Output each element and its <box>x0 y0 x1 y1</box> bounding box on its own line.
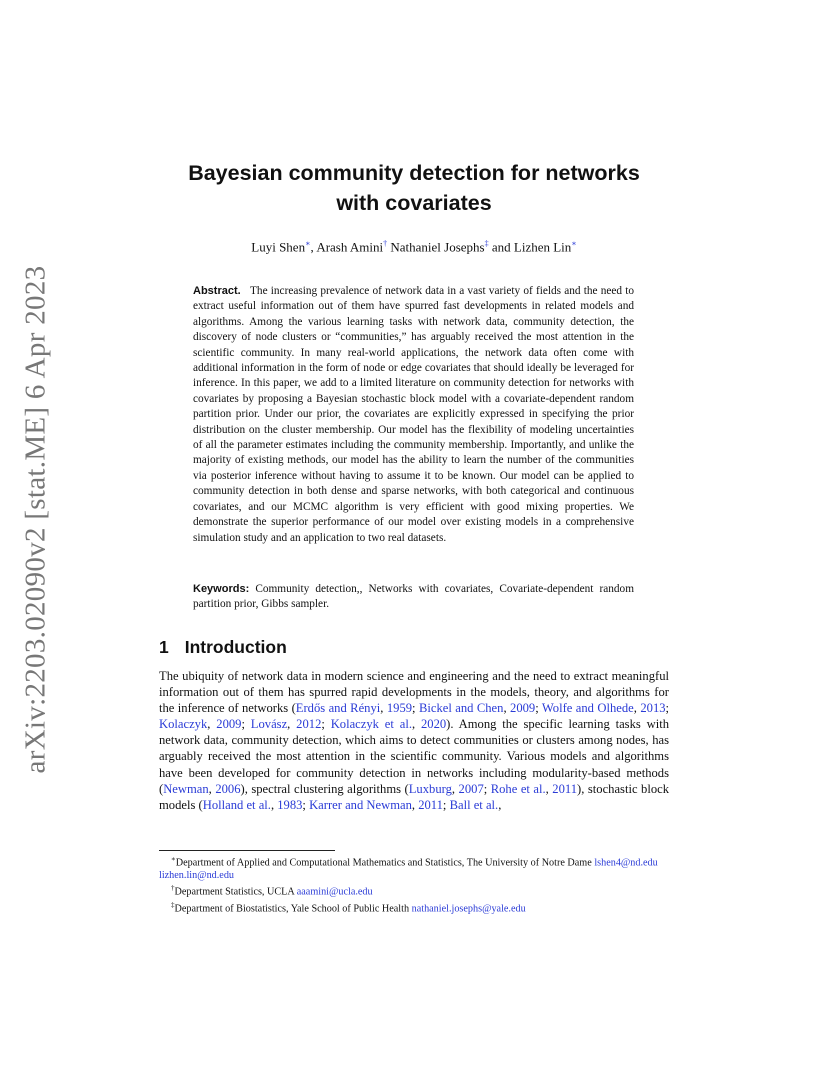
section-number: 1 <box>159 637 169 657</box>
citation-link[interactable]: 1959 <box>386 701 413 716</box>
footnote <box>159 899 669 915</box>
intro-text: ; <box>535 701 542 716</box>
citation-link[interactable]: Lovász <box>250 717 288 732</box>
intro-text: ). Among the specific learning tasks with network data, community detection, which aims to detect communities or clusters among nodes, has arguably received the most attention in the scientific community. Various models and algorithms have been developed for community detection in networks including modularity-based methods ( <box>159 717 670 796</box>
intro-text: , <box>270 797 278 812</box>
intro-text: ), spectral clustering algorithms ( <box>240 781 409 796</box>
author-affiliation-mark: ∗ <box>305 239 311 248</box>
footnotes <box>159 853 669 915</box>
citation-link[interactable]: 2007 <box>458 781 484 796</box>
arxiv-watermark <box>16 265 56 773</box>
intro-paragraph <box>159 668 669 813</box>
author-affiliation-mark: † <box>383 239 388 248</box>
abstract-label: Abstract. <box>193 285 241 297</box>
citation-link[interactable]: 2011 <box>552 781 578 796</box>
intro-text: ; <box>321 717 331 732</box>
author-name: Luyi Shen <box>251 239 306 255</box>
intro-text: ; <box>483 781 491 796</box>
intro-text: , <box>287 717 297 732</box>
citation-link[interactable]: Bickel and Chen <box>418 701 504 716</box>
footnote <box>159 882 669 898</box>
section-title: Introduction <box>184 637 287 657</box>
citation-link[interactable]: 2013 <box>640 701 666 716</box>
citation-link[interactable]: 1983 <box>277 797 303 812</box>
intro-text: ; <box>302 797 310 812</box>
title-line-1: Bayesian community detection for networks <box>188 161 640 185</box>
abstract <box>193 284 634 546</box>
footnote-rule <box>159 850 335 851</box>
citation-link[interactable]: Rohe et al. <box>490 781 546 796</box>
footnote-mark: ∗ <box>171 855 176 863</box>
footnote-text: Department of Biostatistics, Yale School of Public Health <box>174 903 410 915</box>
citation-link[interactable]: 2012 <box>296 717 322 732</box>
intro-text: , <box>545 781 553 796</box>
intro-text: , <box>633 701 641 716</box>
citation-link[interactable]: Karrer and Newman <box>309 797 412 812</box>
citation-link[interactable]: Luxburg <box>408 781 452 796</box>
footnote-mark: † <box>171 884 175 893</box>
paper-title <box>140 158 688 218</box>
citation-link[interactable]: Erdős and Rényi <box>295 701 381 716</box>
author-name: Lizhen Lin <box>513 239 572 255</box>
intro-text: ; <box>442 797 450 812</box>
citation-link[interactable]: 2020 <box>420 717 447 732</box>
keywords-label: Keywords: <box>193 583 250 595</box>
citation-link[interactable]: Wolfe and Olhede <box>541 701 634 716</box>
author-name: Nathaniel Josephs <box>390 239 485 255</box>
intro-text: , <box>411 717 421 732</box>
citation-link[interactable]: 2011 <box>418 797 443 812</box>
section-heading <box>159 637 287 658</box>
intro-text: , <box>498 797 502 812</box>
keywords <box>193 582 634 613</box>
footnote-email-link[interactable]: lizhen.lin@nd.edu <box>159 870 235 882</box>
author-affiliation-mark: ∗ <box>571 239 577 248</box>
citation-link[interactable]: 2006 <box>215 781 241 796</box>
intro-text: ; <box>241 717 251 732</box>
author-separator: , <box>310 239 317 255</box>
intro-text: , <box>411 797 419 812</box>
footnote-mark: ‡ <box>171 900 175 909</box>
intro-text: , <box>208 781 216 796</box>
intro-text: , <box>451 781 459 796</box>
footnote <box>159 853 669 882</box>
citation-link[interactable]: 2009 <box>510 701 536 716</box>
author-separator: and <box>488 239 514 255</box>
intro-text: , <box>207 717 217 732</box>
footnote-text: Department of Applied and Computational Mathematics and Statistics, The University of Notre Dame <box>175 857 592 869</box>
footnote-text: Department Statistics, UCLA <box>174 886 295 898</box>
intro-text: ; <box>412 701 419 716</box>
intro-text: , <box>380 701 387 716</box>
footnote-email-link[interactable]: lshen4@nd.edu <box>594 857 658 869</box>
footnote-email-link[interactable]: nathaniel.josephs@yale.edu <box>411 903 526 915</box>
intro-text: ; <box>665 701 670 716</box>
citation-link[interactable]: Holland et al. <box>202 797 271 812</box>
citation-link[interactable]: Ball et al. <box>449 797 499 812</box>
abstract-text: The increasing prevalence of network data in a vast variety of fields and the need to extract useful information out of them have spurred fast developments in related models and algorithms. Among the various learning tasks with network data, community detection, the discovery of node clusters or “communities,” has arguably received the most attention in the scientific community. In many real-world applications, the network data often come with additional information in the form of node or edge covariates that should ideally be leveraged for inference. In this paper, we add to a limited literature on community detection for networks with covariates by proposing a Bayesian stochastic block model with a covariate-dependent random partition prior. Under our prior, the covariates are explicitly expressed in specifying the prior distribution on the cluster membership. Our model has the flexibility of modeling uncertainties of all the parameter estimates including the community membership. Importantly, and unlike the majority of existing methods, our model has the ability to learn the number of the communities via posterior inference without having to assume it to be known. Our model can be applied to community detection in both dense and sparse networks, with both categorical and continuous covariates, and our MCMC algorithm is very efficient with good mixing properties. We demonstrate the superior performance of our model over existing models in a comprehensive simulation study and an application to two real datasets. <box>193 285 634 544</box>
title-line-2: with covariates <box>336 191 492 215</box>
intro-text: ), stochastic block models ( <box>159 781 670 812</box>
citation-link[interactable]: Kolaczyk <box>159 717 208 732</box>
author-name: Arash Amini <box>316 239 384 255</box>
citation-link[interactable]: 2009 <box>216 717 242 732</box>
author-list <box>140 239 688 255</box>
arxiv-id: arXiv:2203.02090v2 [stat.ME] 6 Apr 2023 <box>19 265 52 773</box>
keywords-text: Community detection,, Networks with covariates, Covariate-dependent random partition prior, Gibbs sampler. <box>193 583 634 611</box>
intro-text: , <box>503 701 511 716</box>
intro-text: The ubiquity of network data in modern science and engineering and the need to extract meaningful information out of them has spurred rapid developments in the models, theory, and algorithms for the inference of networks ( <box>159 669 669 716</box>
author-affiliation-mark: ‡ <box>484 239 489 248</box>
footnote-email-link[interactable]: aaamini@ucla.edu <box>296 886 373 898</box>
citation-link[interactable]: Kolaczyk et al. <box>330 717 412 732</box>
citation-link[interactable]: Newman <box>163 781 209 796</box>
